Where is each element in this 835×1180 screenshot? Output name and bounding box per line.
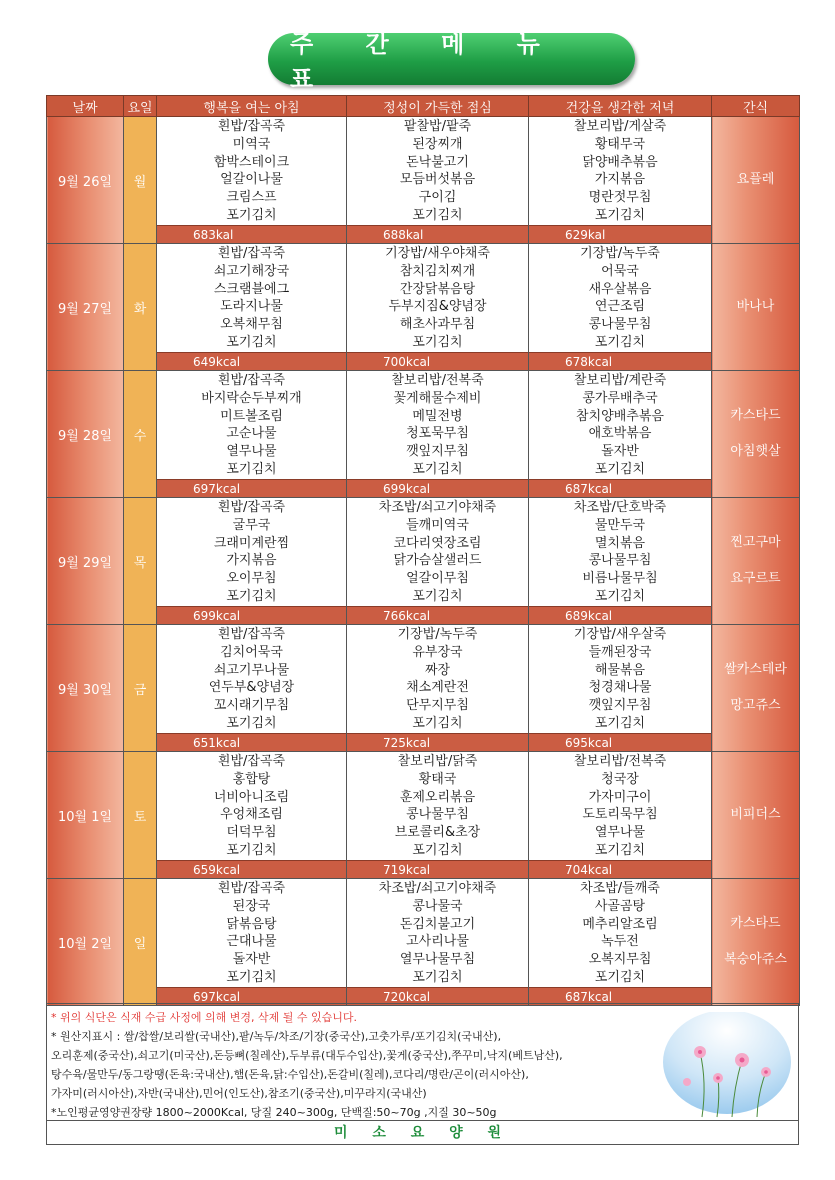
menu-item: 크래미계란찜 — [213, 535, 290, 551]
menu-item: 새우살볶음 — [588, 281, 652, 297]
origin-line: 가자미(러시아산),자반(국내산),민어(인도산),참조기(중국산),미꾸라지(국내산) — [51, 1087, 427, 1100]
snack-item: 카스타드 — [730, 408, 781, 423]
dinner-items — [529, 752, 711, 860]
breakfast-cell — [157, 371, 347, 498]
menu-item: 멸치볶음 — [594, 535, 646, 551]
menu-item: 열무나물 — [594, 825, 646, 841]
menu-item: 돈김치불고기 — [399, 916, 476, 932]
menu-item: 깻잎지무침 — [406, 444, 469, 460]
menu-item: 홍합탕 — [232, 771, 271, 787]
dinner-kcal: 695kcal — [529, 733, 711, 751]
menu-item: 들깨미역국 — [406, 517, 469, 533]
menu-item: 가지볶음 — [226, 553, 277, 569]
lunch-cell — [347, 625, 529, 752]
day-of-week: 수 — [124, 371, 157, 498]
day-row — [47, 752, 800, 879]
snack-item: 망고쥬스 — [730, 698, 781, 713]
menu-item: 얼갈이나물 — [220, 172, 283, 188]
menu-item: 녹두전 — [601, 934, 639, 950]
menu-item: 찰보리밥/게살죽 — [573, 119, 667, 134]
dinner-cell — [529, 117, 712, 244]
menu-item: 너비아니조림 — [213, 789, 290, 805]
menu-item: 어묵국 — [601, 263, 639, 279]
lunch-kcal: 720kcal — [347, 987, 528, 1005]
menu-item: 포기김치 — [594, 588, 646, 604]
menu-item: 도라지나물 — [220, 299, 283, 315]
lunch-items — [347, 879, 528, 987]
breakfast-kcal: 697kcal — [157, 479, 346, 497]
snack-item: 찐고구마 — [730, 535, 781, 550]
footer-notes — [46, 1003, 799, 1145]
menu-item: 도토리묵무침 — [582, 807, 658, 823]
menu-item: 포기김치 — [594, 715, 646, 731]
day-of-week: 목 — [124, 498, 157, 625]
weekly-menu-table — [46, 95, 800, 1006]
menu-item: 연근조림 — [594, 299, 646, 315]
snack-cell — [712, 371, 800, 498]
header-snack: 간식 — [712, 96, 800, 117]
breakfast-kcal: 651kcal — [157, 733, 346, 751]
day-row — [47, 498, 800, 625]
menu-item: 김치어묵국 — [220, 644, 283, 660]
menu-item: 닭양배추볶음 — [582, 154, 658, 170]
menu-item: 콩나물무침 — [588, 317, 652, 333]
menu-item: 포기김치 — [594, 207, 646, 223]
dinner-cell — [529, 752, 712, 879]
dinner-cell — [529, 879, 712, 1006]
menu-item: 콩나물무침 — [588, 553, 652, 569]
breakfast-kcal: 697kcal — [157, 987, 346, 1005]
menu-item: 기장밥/새우살죽 — [573, 627, 667, 642]
breakfast-cell — [157, 244, 347, 371]
dinner-kcal: 687kcal — [529, 479, 711, 497]
menu-item: 해물볶음 — [594, 662, 646, 678]
lunch-items — [347, 625, 528, 733]
menu-item: 구이김 — [418, 190, 457, 206]
origin-line: 오리훈제(중국산),쇠고기(미국산),돈등뼈(칠레산),두부류(대두수입산),꽃게(중국산),쭈꾸미,낙지(베트남산), — [51, 1049, 563, 1062]
dinner-kcal: 629kal — [529, 225, 711, 243]
menu-item: 포기김치 — [226, 715, 277, 731]
menu-item: 미트볼조림 — [220, 408, 283, 424]
menu-item: 메밀전병 — [412, 408, 463, 424]
menu-item: 포기김치 — [412, 969, 463, 985]
snack-item: 바나나 — [736, 299, 775, 314]
snack-item: 아침햇살 — [730, 444, 781, 459]
lunch-kcal: 766kcal — [347, 606, 528, 624]
menu-item: 비름나물무침 — [582, 571, 658, 587]
day-row — [47, 117, 800, 244]
menu-item: 찰보리밥/닭죽 — [397, 754, 478, 769]
menu-item: 근대나물 — [226, 934, 277, 950]
breakfast-items — [157, 117, 346, 225]
menu-item: 포기김치 — [226, 207, 277, 223]
menu-item: 함박스테이크 — [213, 154, 290, 170]
lunch-cell — [347, 498, 529, 625]
menu-item: 간장닭볶음탕 — [399, 281, 476, 297]
dinner-items — [529, 879, 711, 987]
menu-item: 단무지무침 — [406, 698, 469, 714]
day-of-week: 토 — [124, 752, 157, 879]
menu-item: 포기김치 — [594, 842, 646, 858]
snack-item: 요플레 — [736, 172, 775, 187]
menu-item: 오이무침 — [226, 571, 277, 587]
snack-cell — [712, 752, 800, 879]
menu-item: 기장밥/녹두죽 — [397, 627, 478, 642]
menu-item: 고사리나물 — [406, 934, 469, 950]
day-of-week: 금 — [124, 625, 157, 752]
menu-item: 찰보리밥/계란죽 — [573, 373, 667, 388]
menu-item: 명란젓무침 — [588, 190, 652, 206]
dinner-items — [529, 371, 711, 479]
lunch-items — [347, 244, 528, 352]
menu-item: 흰밥/잡곡죽 — [217, 119, 286, 134]
menu-item: 모듬버섯볶음 — [399, 172, 476, 188]
menu-item: 열무나물무침 — [399, 952, 476, 968]
snack-item: 카스타드 — [730, 916, 781, 931]
menu-item: 크림스프 — [226, 190, 277, 206]
menu-item: 얼갈이무침 — [406, 571, 469, 587]
lunch-items — [347, 117, 528, 225]
cosmos-flower-image — [662, 1012, 792, 1122]
page-title-banner — [268, 30, 635, 93]
menu-item: 애호박볶음 — [588, 426, 652, 442]
lunch-kcal: 700kcal — [347, 352, 528, 370]
menu-item: 흰밥/잡곡죽 — [217, 754, 286, 769]
breakfast-items — [157, 625, 346, 733]
menu-item: 포기김치 — [412, 842, 463, 858]
menu-item: 차조밥/단호박죽 — [573, 500, 667, 515]
dinner-kcal: 704kcal — [529, 860, 711, 878]
menu-item: 꼬시래기무침 — [213, 698, 290, 714]
menu-item: 청포묵무침 — [406, 426, 469, 442]
menu-item: 코다리엿장조림 — [393, 535, 482, 551]
day-date: 9월 26일 — [47, 117, 124, 244]
menu-item: 돌자반 — [601, 444, 639, 460]
menu-item: 메추리알조림 — [582, 916, 658, 932]
day-date: 10월 2일 — [47, 879, 124, 1006]
menu-item: 채소계란전 — [406, 680, 469, 696]
menu-item: 포기김치 — [226, 969, 277, 985]
menu-item: 돈낙불고기 — [406, 154, 469, 170]
lunch-cell — [347, 117, 529, 244]
header-date: 날짜 — [47, 96, 124, 117]
menu-item: 흰밥/잡곡죽 — [217, 246, 286, 261]
menu-item: 콩나물국 — [412, 898, 463, 914]
menu-item: 우엉채조림 — [220, 807, 283, 823]
origin-line: * 원산지표시 : 쌀/찹쌀/보리쌀(국내산),팥/녹두/차조/기장(중국산),고춧가루/포기김치(국내산), — [51, 1030, 502, 1043]
menu-item: 짜장 — [424, 662, 451, 678]
menu-item: 쇠고기해장국 — [213, 263, 290, 279]
dinner-cell — [529, 244, 712, 371]
menu-item: 닭가슴살샐러드 — [393, 553, 482, 569]
menu-item: 청국장 — [601, 771, 639, 787]
menu-item: 굴무국 — [232, 517, 271, 533]
menu-item: 참치김치찌개 — [399, 263, 476, 279]
day-date: 9월 29일 — [47, 498, 124, 625]
menu-body — [47, 117, 800, 1006]
breakfast-cell — [157, 879, 347, 1006]
breakfast-items — [157, 371, 346, 479]
menu-item: 연두부&양념장 — [208, 680, 295, 696]
day-row — [47, 371, 800, 498]
dinner-cell — [529, 625, 712, 752]
menu-item: 흰밥/잡곡죽 — [217, 627, 286, 642]
breakfast-cell — [157, 625, 347, 752]
notice-text: * 위의 식단은 식재 수급 사정에 의해 변경, 삭제 될 수 있습니다. — [51, 1011, 357, 1024]
header-breakfast: 행복을 여는 아침 — [157, 96, 347, 117]
breakfast-cell — [157, 498, 347, 625]
lunch-cell — [347, 371, 529, 498]
dinner-kcal: 689kcal — [529, 606, 711, 624]
day-date: 10월 1일 — [47, 752, 124, 879]
breakfast-items — [157, 498, 346, 606]
origin-line: 탕수육/물만두/동그랑땡(돈육:국내산),햄(돈육,닭:수입산),돈갈비(칠레),코다리/명란/곤이(러시아산), — [51, 1068, 529, 1081]
breakfast-cell — [157, 752, 347, 879]
day-row — [47, 244, 800, 371]
dinner-items — [529, 117, 711, 225]
menu-item: 열무나물 — [226, 444, 277, 460]
breakfast-cell — [157, 117, 347, 244]
menu-item: 포기김치 — [412, 461, 463, 477]
menu-item: 해초사과무침 — [399, 317, 476, 333]
day-of-week: 월 — [124, 117, 157, 244]
menu-item: 바지락순두부찌개 — [201, 390, 302, 406]
dinner-items — [529, 498, 711, 606]
lunch-items — [347, 371, 528, 479]
lunch-kcal: 688kal — [347, 225, 528, 243]
menu-item: 깻잎지무침 — [588, 698, 652, 714]
lunch-cell — [347, 879, 529, 1006]
menu-item: 흰밥/잡곡죽 — [217, 881, 286, 896]
menu-item: 들깨된장국 — [588, 644, 652, 660]
menu-item: 흰밥/잡곡죽 — [217, 500, 286, 515]
menu-item: 포기김치 — [412, 207, 463, 223]
dinner-items — [529, 244, 711, 352]
day-row — [47, 879, 800, 1006]
snack-cell — [712, 117, 800, 244]
menu-item: 찰보리밥/전복죽 — [573, 754, 667, 769]
snack-cell — [712, 244, 800, 371]
menu-item: 쇠고기무나물 — [213, 662, 290, 678]
menu-item: 기장밥/녹두죽 — [580, 246, 660, 261]
menu-item: 포기김치 — [594, 461, 646, 477]
menu-item: 차조밥/쇠고기야채죽 — [378, 881, 497, 896]
nutrition-text: *노인평균영양권장량 1800~2000Kcal, 당질 240~300g, 단백질:50~70g ,지질 30~50g — [51, 1106, 497, 1119]
menu-item: 더덕무침 — [226, 825, 277, 841]
header-row — [47, 96, 800, 117]
menu-item: 두부지짐&양념장 — [388, 299, 487, 315]
menu-item: 사골곰탕 — [594, 898, 646, 914]
dinner-kcal: 678kcal — [529, 352, 711, 370]
menu-item: 황태무국 — [594, 136, 646, 152]
organization-name: 미 소 요 양 원 — [333, 1125, 512, 1141]
dinner-cell — [529, 371, 712, 498]
lunch-kcal: 725kcal — [347, 733, 528, 751]
snack-item: 복숭아쥬스 — [724, 952, 787, 967]
menu-item: 물만두국 — [594, 517, 646, 533]
menu-item: 콩나물무침 — [406, 807, 469, 823]
day-date: 9월 28일 — [47, 371, 124, 498]
day-of-week: 화 — [124, 244, 157, 371]
lunch-cell — [347, 244, 529, 371]
menu-item: 참치양배추볶음 — [576, 408, 664, 424]
breakfast-items — [157, 244, 346, 352]
dinner-cell — [529, 498, 712, 625]
page-title: 주 간 메 뉴 표 — [290, 30, 562, 93]
menu-item: 된장국 — [232, 898, 271, 914]
breakfast-kcal: 649kcal — [157, 352, 346, 370]
dinner-items — [529, 625, 711, 733]
lunch-cell — [347, 752, 529, 879]
lunch-kcal: 699kcal — [347, 479, 528, 497]
menu-item: 스크램블에그 — [213, 281, 290, 297]
menu-item: 고순나물 — [226, 426, 277, 442]
day-of-week: 일 — [124, 879, 157, 1006]
menu-item: 포기김치 — [226, 588, 277, 604]
menu-item: 돌자반 — [232, 952, 271, 968]
menu-item: 가지볶음 — [594, 172, 646, 188]
menu-item: 차조밥/쇠고기야채죽 — [378, 500, 497, 515]
lunch-items — [347, 752, 528, 860]
menu-item: 흰밥/잡곡죽 — [217, 373, 286, 388]
menu-item: 팥찰밥/팥죽 — [403, 119, 472, 134]
breakfast-items — [157, 879, 346, 987]
menu-item: 포기김치 — [226, 461, 277, 477]
menu-item: 포기김치 — [226, 842, 277, 858]
day-date: 9월 27일 — [47, 244, 124, 371]
breakfast-kcal: 659kcal — [157, 860, 346, 878]
breakfast-kcal: 683kal — [157, 225, 346, 243]
header-dow: 요일 — [124, 96, 157, 117]
menu-item: 포기김치 — [412, 588, 463, 604]
lunch-kcal: 719kcal — [347, 860, 528, 878]
menu-item: 청경채나물 — [588, 680, 652, 696]
menu-item: 포기김치 — [226, 334, 277, 350]
header-dinner: 건강을 생각한 저녁 — [529, 96, 712, 117]
menu-item: 황태국 — [418, 771, 457, 787]
menu-item: 콩가루배추국 — [582, 390, 658, 406]
menu-item: 가자미구이 — [588, 789, 652, 805]
snack-item: 요구르트 — [730, 571, 781, 586]
snack-item: 비피더스 — [730, 807, 781, 822]
menu-item: 기장밥/새우야채죽 — [385, 246, 490, 261]
snack-cell — [712, 879, 800, 1006]
dinner-kcal: 687kcal — [529, 987, 711, 1005]
menu-item: 포기김치 — [594, 334, 646, 350]
menu-item: 오복지무침 — [588, 952, 652, 968]
menu-item: 유부장국 — [412, 644, 463, 660]
menu-item: 훈제오리볶음 — [399, 789, 476, 805]
snack-item: 쌀카스테라 — [724, 662, 787, 677]
menu-item: 포기김치 — [412, 334, 463, 350]
lunch-items — [347, 498, 528, 606]
menu-item: 미역국 — [232, 136, 271, 152]
breakfast-kcal: 699kcal — [157, 606, 346, 624]
header-lunch: 정성이 가득한 점심 — [347, 96, 529, 117]
day-row — [47, 625, 800, 752]
menu-item: 포기김치 — [594, 969, 646, 985]
day-date: 9월 30일 — [47, 625, 124, 752]
menu-item: 찰보리밥/전복죽 — [391, 373, 484, 388]
menu-item: 닭볶음탕 — [226, 916, 277, 932]
menu-item: 차조밥/들깨죽 — [580, 881, 660, 896]
menu-item: 오복채무침 — [220, 317, 283, 333]
snack-cell — [712, 625, 800, 752]
menu-item: 된장찌개 — [412, 136, 463, 152]
menu-item: 브로콜리&초장 — [394, 825, 481, 841]
menu-item: 포기김치 — [412, 715, 463, 731]
breakfast-items — [157, 752, 346, 860]
menu-item: 꽃게해물수제비 — [393, 390, 482, 406]
snack-cell — [712, 498, 800, 625]
